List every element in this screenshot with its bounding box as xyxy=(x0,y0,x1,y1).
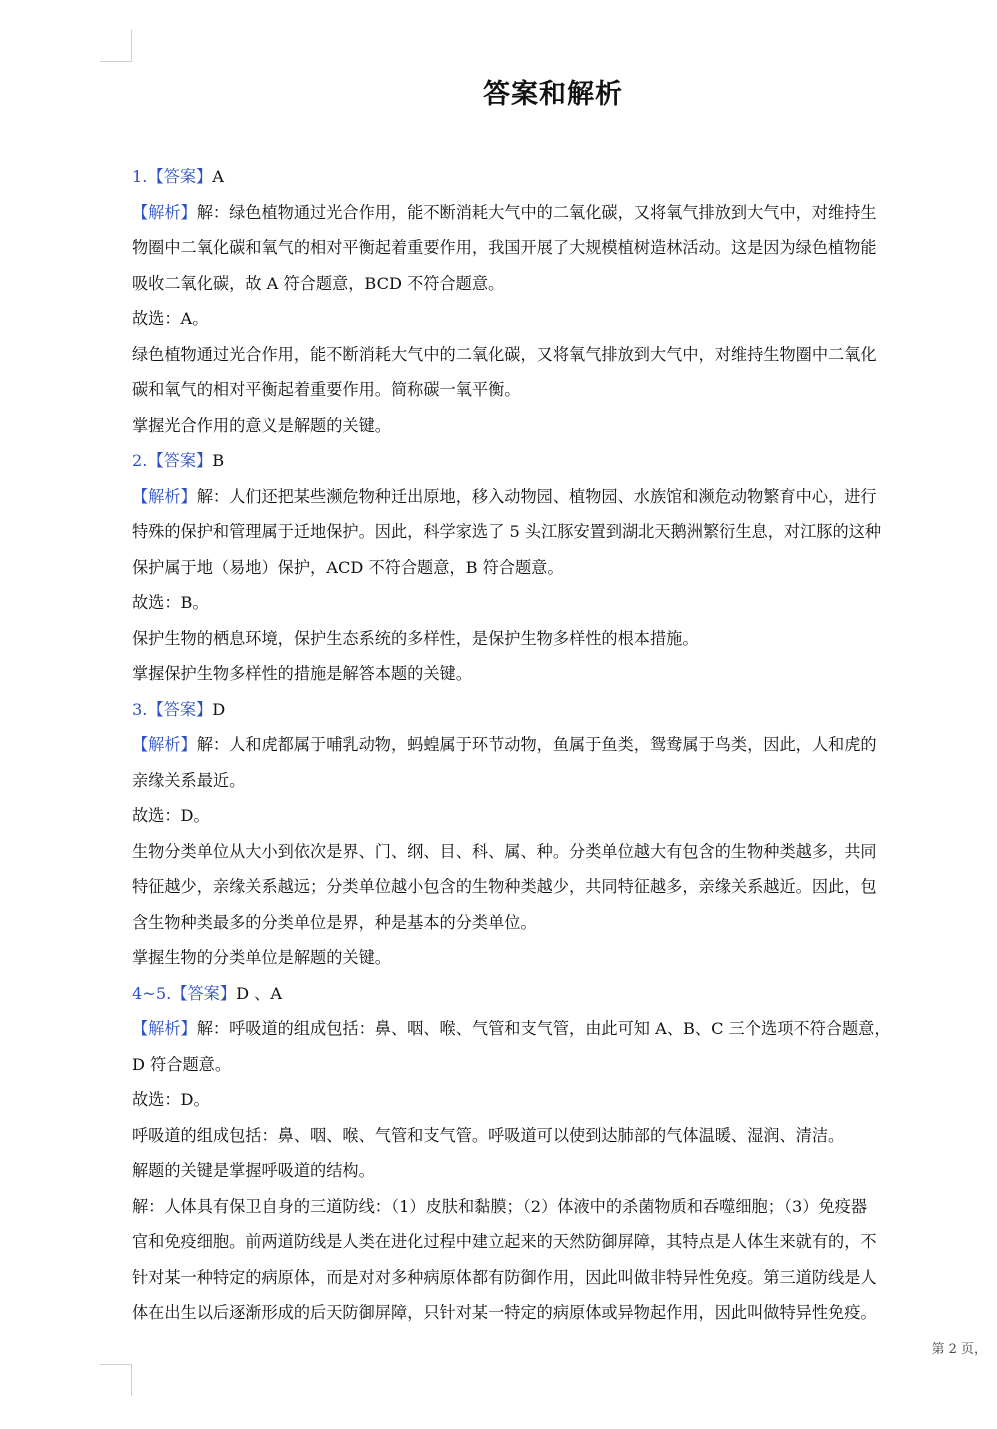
text-line: 故选：B。 xyxy=(132,593,209,612)
crop-mark-top-left xyxy=(100,61,132,62)
analysis-tag: 【解析】 xyxy=(132,1019,197,1038)
text-line: 物圈中二氧化碳和氧气的相对平衡起着重要作用，我国开展了大规模植树造林活动。这是因为绿色植物能 xyxy=(132,238,877,257)
question-3-answer xyxy=(132,692,970,728)
question-2-answer xyxy=(132,443,970,479)
answer-value: A xyxy=(212,167,224,186)
text-line: 亲缘关系最近。 xyxy=(132,770,246,790)
answer-tag: 【答案】 xyxy=(147,167,213,186)
text-line: 保护生物的栖息环境，保护生态系统的多样性，是保护生物多样性的根本措施。 xyxy=(132,628,699,648)
question-number: 1. xyxy=(132,167,148,186)
analysis-tag: 【解析】 xyxy=(132,202,197,222)
question-4-5-analysis xyxy=(132,1011,970,1047)
answer-tag: 【答案】 xyxy=(171,983,237,1003)
text-line: 掌握光合作用的意义是解题的关键。 xyxy=(132,415,391,435)
text-line: 解题的关键是掌握呼吸道的结构。 xyxy=(132,1161,375,1180)
text-line: 含生物种类最多的分类单位是界，种是基本的分类单位。 xyxy=(132,912,537,932)
question-number: 3. xyxy=(132,699,148,719)
answer-tag: 【答案】 xyxy=(147,699,213,719)
text-line: 绿色植物通过光合作用，能不断消耗大气中的二氧化碳，又将氧气排放到大气中，对维持生物圈中二氧化 xyxy=(132,344,877,364)
text-line: 保护属于地（易地）保护，ACD 不符合题意，B 符合题意。 xyxy=(132,557,564,577)
question-4-5-answer xyxy=(132,976,970,1012)
text-line: 生物分类单位从大小到依次是界、门、纲、目、科、属、种。分类单位越大有包含的生物种类越多，共同 xyxy=(132,841,877,861)
text-line: 呼吸道的组成包括：鼻、咽、喉、气管和支气管。呼吸道可以使到达肺部的气体温暖、湿润、清洁。 xyxy=(132,1125,845,1145)
text-line: 解：人和虎都属于哺乳动物，蚂蝗属于环节动物，鱼属于鱼类，鸳鸯属于鸟类，因此，人和虎的 xyxy=(196,735,877,754)
answer-tag: 【答案】 xyxy=(147,451,213,470)
text-line: 特征越少，亲缘关系越远；分类单位越小包含的生物种类越少，共同特征越多，亲缘关系越近。因此，包 xyxy=(132,877,877,896)
question-number: 4~5. xyxy=(132,983,172,1003)
answer-value: D 、A xyxy=(236,983,283,1003)
analysis-tag: 【解析】 xyxy=(132,486,197,506)
page-number: 第 2 页， xyxy=(931,1342,987,1357)
text-line: 故选：D。 xyxy=(132,1090,210,1109)
text-line: 解：人体具有保卫自身的三道防线：（1）皮肤和黏膜；（2）体液中的杀菌物质和吞噬细胞；（3）免疫器 xyxy=(132,1196,868,1216)
text-line: 碳和氧气的相对平衡起着重要作用。简称碳一氧平衡。 xyxy=(132,380,521,399)
text-line: 吸收二氧化碳，故 A 符合题意，BCD 不符合题意。 xyxy=(132,273,505,293)
question-number: 2. xyxy=(132,451,148,470)
text-line: 解：人们还把某些濒危物种迁出原地，移入动物园、植物园、水族馆和濒危动物繁育中心，进行 xyxy=(196,486,877,506)
text-line: 针对某一种特定的病原体，而是对对多种病原体都有防御作用，因此叫做非特异性免疫。第三道防线是人 xyxy=(132,1267,877,1287)
crop-mark-bottom-left xyxy=(131,1364,132,1396)
text-line: 解：呼吸道的组成包括：鼻、咽、喉、气管和支气管，由此可知 A、B、C 三个选项不符合题意， xyxy=(196,1019,891,1038)
crop-mark-top-left xyxy=(131,30,132,62)
analysis-tag: 【解析】 xyxy=(132,735,197,754)
text-line: 官和免疫细胞。前两道防线是人类在进化过程中建立起来的天然防御屏障，其特点是人体生来就有的，不 xyxy=(132,1232,877,1251)
text-line: 掌握生物的分类单位是解题的关键。 xyxy=(132,948,391,967)
text-line: 特殊的保护和管理属于迁地保护。因此，科学家选了 5 头江豚安置到湖北天鹅洲繁衍生息，对江豚的这种 xyxy=(132,522,882,541)
answer-value: B xyxy=(212,451,225,470)
text-line: 解：绿色植物通过光合作用，能不断消耗大气中的二氧化碳，又将氧气排放到大气中，对维持生 xyxy=(196,202,877,222)
question-1-analysis xyxy=(132,195,970,231)
question-2-analysis xyxy=(132,479,970,515)
question-1-answer xyxy=(132,159,970,195)
text-line: D 符合题意。 xyxy=(132,1054,232,1074)
text-line: 掌握保护生物多样性的措施是解答本题的关键。 xyxy=(132,664,472,683)
question-3-analysis xyxy=(132,727,970,763)
answer-value: D xyxy=(212,699,226,719)
text-line: 故选：D。 xyxy=(132,806,210,825)
crop-mark-bottom-left xyxy=(100,1364,132,1365)
answer-content xyxy=(132,159,970,1331)
page-title: 答案和解析 xyxy=(483,79,623,110)
text-line: 体在出生以后逐渐形成的后天防御屏障，只针对某一特定的病原体或异物起作用，因此叫做特异性免疫。 xyxy=(132,1303,877,1322)
text-line: 故选：A。 xyxy=(132,309,209,328)
